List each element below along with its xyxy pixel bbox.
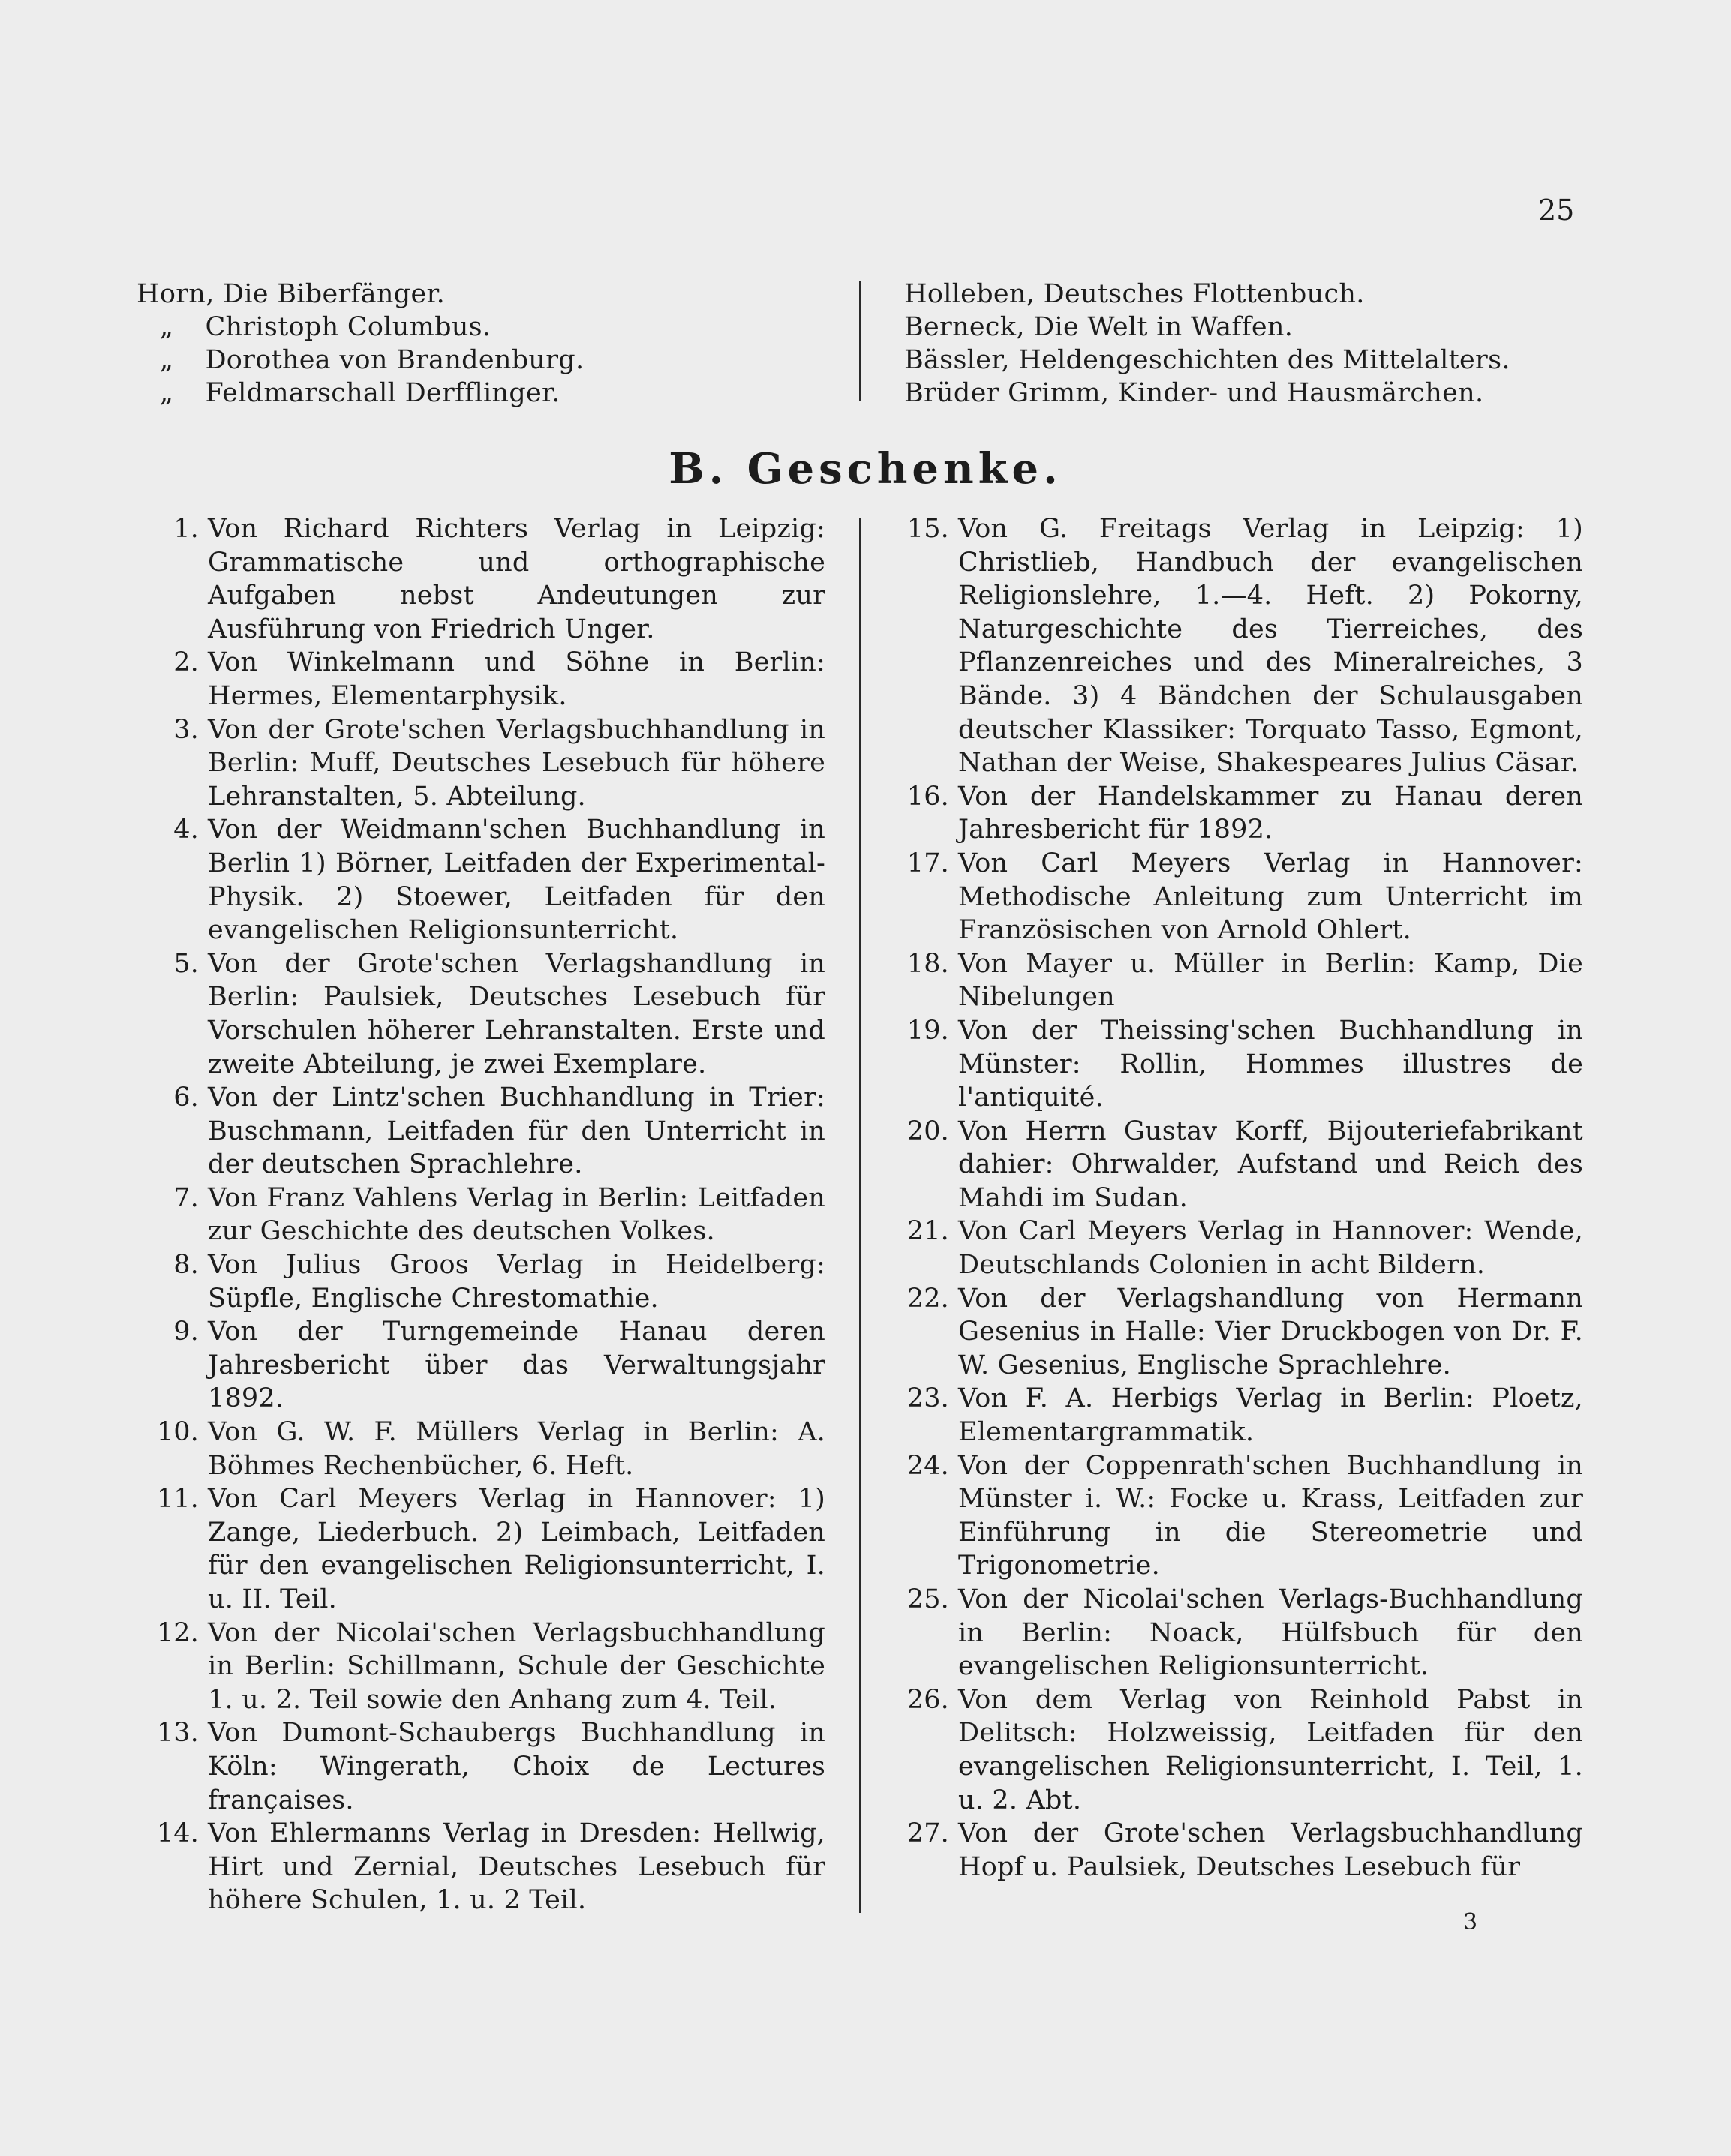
entry-text: Von der Theissing'schen Buchhandlung in Münster: Rollin, Hommes illustres de l'antiquité. bbox=[958, 1015, 1583, 1113]
entry-text: Von F. A. Herbigs Verlag in Berlin: Ploetz, Elementargrammatik. bbox=[958, 1383, 1583, 1448]
gift-entry bbox=[893, 1817, 1583, 1884]
top-list-item bbox=[137, 278, 827, 311]
entry-number: 17. bbox=[906, 848, 949, 878]
entry-text: Von Herrn Gustav Korff, Bijouteriefabrikant dahier: Ohrwalder, Aufstand und Reich des Mahdi im Sudan. bbox=[958, 1116, 1583, 1213]
gift-entry bbox=[143, 1482, 825, 1616]
gift-entry bbox=[893, 1583, 1583, 1683]
entry-text: Von dem Verlag von Reinhold Pabst in Delitsch: Holzweissig, Leitfaden für den evangelischen Religionsunterricht, I. Teil, 1. u. 2. Abt. bbox=[958, 1684, 1583, 1815]
ditto-mark: „ bbox=[159, 312, 174, 342]
top-list-item bbox=[137, 311, 827, 344]
entry-number: 5. bbox=[173, 948, 199, 979]
entry-number: 27. bbox=[906, 1818, 949, 1849]
gift-entry bbox=[143, 1315, 825, 1416]
entry-text: Von Winkelmann und Söhne in Berlin: Hermes, Elementarphysik. bbox=[208, 647, 825, 711]
gift-entry bbox=[893, 1014, 1583, 1115]
book-title: Feldmarschall Derfflinger. bbox=[205, 378, 560, 408]
gift-entry bbox=[893, 947, 1583, 1014]
ditto-mark: „ bbox=[159, 378, 174, 408]
entry-number: 18. bbox=[906, 948, 949, 979]
entry-number: 16. bbox=[906, 781, 949, 812]
entry-text: Von der Turngemeinde Hanau deren Jahresbericht über das Verwaltungsjahr 1892. bbox=[208, 1317, 825, 1414]
gift-entry bbox=[893, 847, 1583, 947]
entry-text: Von Carl Meyers Verlag in Hannover: Wende, Deutschlands Colonien in acht Bildern. bbox=[958, 1216, 1583, 1281]
top-list-left bbox=[137, 278, 827, 410]
gift-entry bbox=[143, 646, 825, 713]
top-list-item bbox=[137, 344, 827, 377]
gift-entry bbox=[143, 1617, 825, 1717]
entry-text: Von Carl Meyers Verlag in Hannover: Methodische Anleitung zum Unterricht im Französischen von Arnold Ohlert. bbox=[958, 848, 1583, 946]
gift-entry bbox=[893, 1282, 1583, 1383]
entry-number: 11. bbox=[156, 1484, 199, 1515]
entry-number: 3. bbox=[173, 714, 199, 745]
entry-number: 10. bbox=[156, 1417, 199, 1448]
gift-entry bbox=[893, 512, 1583, 780]
page-number: 25 bbox=[1538, 194, 1575, 227]
entry-number: 6. bbox=[173, 1083, 199, 1113]
gift-entry bbox=[893, 1449, 1583, 1583]
entry-number: 7. bbox=[173, 1182, 199, 1213]
entry-number: 4. bbox=[173, 815, 199, 845]
entry-text: Von der Weidmann'schen Buchhandlung in Berlin 1) Börner, Leitfaden der Experimental-Physik. 2) Stoewer, Leitfaden für den evangelischen Religionsunterricht. bbox=[208, 815, 825, 946]
gift-entry bbox=[143, 1817, 825, 1917]
entry-text: Von Julius Groos Verlag in Heidelberg: Süpfle, Englische Chrestomathie. bbox=[208, 1250, 825, 1314]
gift-entry bbox=[143, 512, 825, 646]
entry-text: Von Mayer u. Müller in Berlin: Kamp, Die Nibelungen bbox=[958, 948, 1583, 1013]
entry-text: Von Dumont-Schaubergs Buchhandlung in Köln: Wingerath, Choix de Lectures françaises. bbox=[208, 1718, 825, 1815]
entry-number: 26. bbox=[906, 1684, 949, 1715]
entry-text: Von Ehlermanns Verlag in Dresden: Hellwig, Hirt und Zernial, Deutsches Lesebuch für höhere Schulen, 1. u. 2 Teil. bbox=[208, 1818, 825, 1916]
column-divider bbox=[859, 518, 861, 1913]
gift-entry bbox=[143, 1081, 825, 1182]
author-prefix: Horn, bbox=[137, 279, 215, 309]
entry-number: 15. bbox=[906, 514, 949, 544]
ditto-mark: „ bbox=[159, 345, 174, 375]
entry-number: 9. bbox=[173, 1317, 199, 1347]
gift-entry bbox=[893, 1115, 1583, 1215]
entry-number: 21. bbox=[906, 1216, 949, 1247]
gift-entry bbox=[893, 1683, 1583, 1817]
top-list-right bbox=[904, 278, 1579, 410]
gift-entry bbox=[143, 1182, 825, 1248]
entry-number: 8. bbox=[173, 1250, 199, 1281]
entry-number: 25. bbox=[906, 1584, 949, 1614]
entry-text: Von Richard Richters Verlag in Leipzig: Grammatische und orthographische Aufgaben nebst Andeutungen zur Ausführung von Friedrich Unger. bbox=[208, 514, 825, 644]
gifts-right-column bbox=[893, 512, 1583, 1884]
gifts-left-column bbox=[143, 512, 825, 1917]
book-title: Christoph Columbus. bbox=[205, 312, 491, 342]
entry-number: 2. bbox=[173, 647, 199, 678]
gift-entry bbox=[143, 947, 825, 1081]
entry-number: 19. bbox=[906, 1015, 949, 1046]
entry-number: 1. bbox=[173, 514, 199, 544]
section-heading: B. Geschenke. bbox=[669, 444, 1062, 494]
printer-signature: 3 bbox=[1463, 1909, 1478, 1935]
entry-number: 13. bbox=[156, 1718, 199, 1749]
top-list-item: Berneck, Die Welt in Waffen. bbox=[904, 312, 1294, 342]
entry-text: Von der Nicolai'schen Verlags-Buchhandlung in Berlin: Noack, Hülfsbuch für den evangelischen Religionsunterricht. bbox=[958, 1584, 1583, 1682]
entry-number: 14. bbox=[156, 1818, 199, 1849]
top-list-item bbox=[137, 377, 827, 410]
entry-text: Von der Verlagshandlung von Hermann Gesenius in Halle: Vier Druckbogen von Dr. F. W. Gesenius, Englische Sprachlehre. bbox=[958, 1283, 1583, 1380]
gift-entry bbox=[143, 1716, 825, 1817]
top-list-item: Brüder Grimm, Kinder- und Hausmärchen. bbox=[904, 378, 1484, 408]
entry-text: Von Franz Vahlens Verlag in Berlin: Leitfaden zur Geschichte des deutschen Volkes. bbox=[208, 1182, 825, 1247]
entry-text: Von G. W. F. Müllers Verlag in Berlin: A. Böhmes Rechenbücher, 6. Heft. bbox=[208, 1417, 825, 1481]
entry-text: Von der Coppenrath'schen Buchhandlung in Münster i. W.: Focke u. Krass, Leitfaden zur Einführung in die Stereometrie und Trigonometrie. bbox=[958, 1450, 1583, 1581]
gift-entry bbox=[893, 780, 1583, 847]
entry-number: 12. bbox=[156, 1617, 199, 1648]
entry-number: 20. bbox=[906, 1116, 949, 1146]
entry-text: Von der Grote'schen Verlagshandlung in Berlin: Paulsiek, Deutsches Lesebuch für Vorschulen höherer Lehranstalten. Erste und zweite Abteilung, je zwei Exemplare. bbox=[208, 948, 825, 1080]
entry-text: Von der Nicolai'schen Verlagsbuchhandlung in Berlin: Schillmann, Schule der Geschichte 1. u. 2. Teil sowie den Anhang zum 4. Teil. bbox=[208, 1617, 825, 1715]
gift-entry bbox=[893, 1382, 1583, 1449]
gift-entry bbox=[143, 1416, 825, 1482]
top-list-item: Holleben, Deutsches Flottenbuch. bbox=[904, 279, 1365, 309]
entry-text: Von G. Freitags Verlag in Leipzig: 1) Christlieb, Handbuch der evangelischen Religionslehre, 1.—4. Heft. 2) Pokorny, Naturgeschichte des Tierreiches, des Pflanzenreiches und des Mineralreiches, 3 Bände. 3) 4 Bändchen der Schulausgaben deutscher Klassiker: Torquato Tasso, Egmont, Nathan der Weise, Shakespeares Julius Cäsar. bbox=[958, 514, 1583, 779]
gift-entry bbox=[143, 1248, 825, 1315]
column-divider bbox=[859, 281, 861, 401]
entry-text: Von der Handelskammer zu Hanau deren Jahresbericht für 1892. bbox=[958, 781, 1583, 845]
book-title: Die Biberfänger. bbox=[222, 279, 446, 309]
entry-text: Von der Grote'schen Verlagsbuchhandlung Hopf u. Paulsiek, Deutsches Lesebuch für bbox=[958, 1818, 1583, 1882]
top-list-item: Bässler, Heldengeschichten des Mittelalters. bbox=[904, 345, 1510, 375]
gift-entry bbox=[893, 1215, 1583, 1281]
entry-text: Von der Grote'schen Verlagsbuchhandlung in Berlin: Muff, Deutsches Lesebuch für höhere Lehranstalten, 5. Abteilung. bbox=[208, 714, 825, 812]
gift-entry bbox=[143, 813, 825, 947]
book-title: Dorothea von Brandenburg. bbox=[205, 345, 585, 375]
entry-text: Von Carl Meyers Verlag in Hannover: 1) Zange, Liederbuch. 2) Leimbach, Leitfaden für den evangelischen Religionsunterricht, I. u. II. Teil. bbox=[208, 1484, 825, 1614]
entry-text: Von der Lintz'schen Buchhandlung in Trier: Buschmann, Leitfaden für den Unterricht in der deutschen Sprachlehre. bbox=[208, 1083, 825, 1180]
gift-entry bbox=[143, 713, 825, 814]
entry-number: 24. bbox=[906, 1450, 949, 1481]
entry-number: 22. bbox=[906, 1283, 949, 1314]
entry-number: 23. bbox=[906, 1383, 949, 1414]
